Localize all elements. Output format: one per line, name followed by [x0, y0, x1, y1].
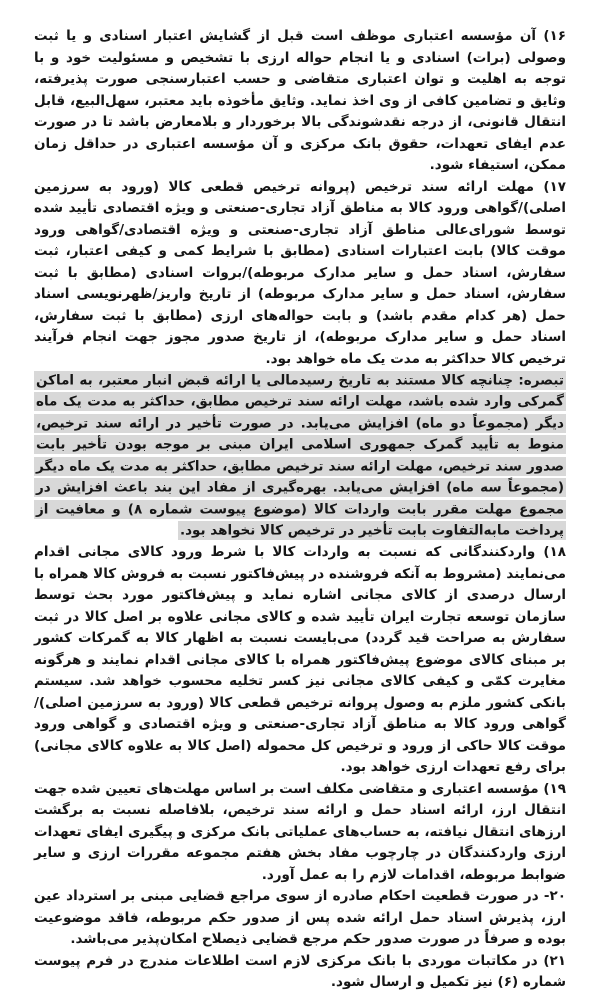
clause-17-text: ۱۷) مهلت ارائه سند ترخیص (پروانه ترخیص قطعی کالا (ورود به سرزمین اصلی)/گواهی ورود کالا به مناطق آزاد تجاری-صنعتی و ویژه اقتصادی تأیید شده توسط شورای‌عالی مناطق آزاد تجاری-صنعتی و ویژه اقتصادی/گواهی ورود موقت کالا) بابت اعتبارات اسنادی (مطابق با شرایط کمی و کیفی اعتبار، ثبت سفارش، اسناد حمل و سایر مدارک مربوطه)/بروات اسنادی (مطابق با ثبت سفارش، اسناد حمل و سایر مدارک مربوطه) از تاریخ واریز/ظهرنویسی اسناد حمل (هر کدام مقدم باشد) و بابت حواله‌های ارزی (مطابق با ثبت سفارش، اسناد حمل و سایر مدارک مربوطه)، از تاریخ صدور مجوز جهت انجام فرآیند ترخیص کالا حداکثر به مدت یک ماه خواهد بود.	[34, 178, 566, 367]
clause-21-text: ۲۱) در مکاتبات موردی با بانک مرکزی لازم است اطلاعات مندرج در فرم پیوست شماره (۶) نیز تکمیل و ارسال شود.	[34, 952, 566, 990]
clause-19-text: ۱۹) مؤسسه اعتباری و متقاضی مکلف است بر اساس مهلت‌های تعیین شده جهت انتقال ارز، ارائه اسناد حمل و ارائه سند ترخیص، بلافاصله نسبت به برگشت ارزهای انتقال نیافته، به حساب‌های عملیاتی بانک مرکزی و پیگیری ایفای تعهدات ارزی واردکنندگان در چارچوب مفاد بخش هفتم مجموعه مقررات ارزی و سایر ضوابط مربوطه، اقدامات لازم را به عمل آورد.	[34, 780, 566, 883]
note-highlighted-text: تبصره: چنانچه کالا مستند به تاریخ رسیدمالی یا ارائه قبض انبار معتبر، به اماکن گمرکی وارد شده باشد، مهلت ارائه سند ترخیص مطابق، حداکثر به مدت یک ماه دیگر (مجموعاً دو ماه) افزایش می‌یابد. در صورت تأخیر در ارائه سند ترخیص، منوط به تأیید گمرک جمهوری اسلامی ایران مبنی بر موجه بودن تأخیر بابت صدور سند ترخیص، مهلت ارائه سند ترخیص مطابق، حداکثر به مدت یک ماه دیگر (مجموعاً سه ماه) افزایش می‌یابد. بهره‌گیری از مفاد این بند باعث افزایش در مجموع مهلت مقرر بابت واردات کالا (موضوع پیوست شماره ۸) و معافیت از پرداخت مابه‌التفاوت بابت تأخیر در ترخیص کالا نخواهد بود.	[36, 372, 565, 539]
clause-20-text: ۲۰- در صورت قطعیت احکام صادره از سوی مراجع قضایی مبنی بر استرداد عین ارز، پذیرش اسناد حمل ارائه شده پس از صدور حکم مربوطه، فاقد موضوعیت بوده و صرفاً در صورت صدور حکم مرجع قضایی ذیصلاح امکان‌پذیر می‌باشد.	[34, 888, 566, 947]
paragraph-clause-16	[34, 26, 566, 177]
paragraph-clause-17	[34, 177, 566, 371]
paragraph-clause-20	[34, 886, 566, 951]
paragraph-clause-21	[34, 951, 566, 994]
paragraph-clause-19	[34, 779, 566, 887]
clause-18-text: ۱۸) واردکنندگانی که نسبت به واردات کالا با شرط ورود کالای مجانی اقدام می‌نمایند (مشروط به آنکه فروشنده در پیش‌فاکتور نسبت به فروش کالا همراه با ارسال درصدی از کالای مجانی اشاره نماید و پیش‌فاکتور مورد بحث توسط سازمان توسعه تجارت ایران تأیید شده و کالای مجانی علاوه بر اصل کالا در ثبت سفارش به صراحت قید گردد) می‌بایست نسبت به اظهار کالا به گمرکات کشور بر مبنای کالای موضوع پیش‌فاکتور همراه با کالای مجانی اقدام نمایند و هرگونه مغایرت کمّی و کیفی کالای مجانی نیز کسر تخلیه محسوب خواهد شد. سیستم بانکی کشور ملزم به وصول پروانه ترخیص قطعی کالا (ورود به سرزمین اصلی)/گواهی ورود کالا به مناطق آزاد تجاری-صنعتی و ویژه اقتصادی و گواهی ورود موقت کالا حاکی از ورود و ترخیص کل محموله (اصل کالا به علاوه کالای مجانی) برای رفع تعهدات ارزی خواهد بود.	[34, 544, 566, 775]
clause-16-text: ۱۶) آن مؤسسه اعتباری موظف است قبل از گشایش اعتبار اسنادی و یا ثبت وصولی (برات) اسنادی و یا انجام حواله ارزی با تشخیص و مسئولیت خود و با توجه به اهلیت و توان اعتباری متقاضی و حسب اعتبارسنجی صورت پذیرفته، وثایق و تضامین کافی از وی اخذ نماید. وثایق مأخوذه باید معتبر، سهل‌البیع، قابل انتقال قانونی، از درجه نقدشوندگی بالا برخوردار و بلامعارض باشد تا در صورت عدم ایفای تعهدات، حقوق بانک مرکزی و آن مؤسسه اعتباری در حداقل زمان ممکن، استیفاء شود.	[34, 28, 566, 173]
paragraph-note-highlighted	[34, 370, 566, 542]
paragraph-clause-18	[34, 542, 566, 779]
